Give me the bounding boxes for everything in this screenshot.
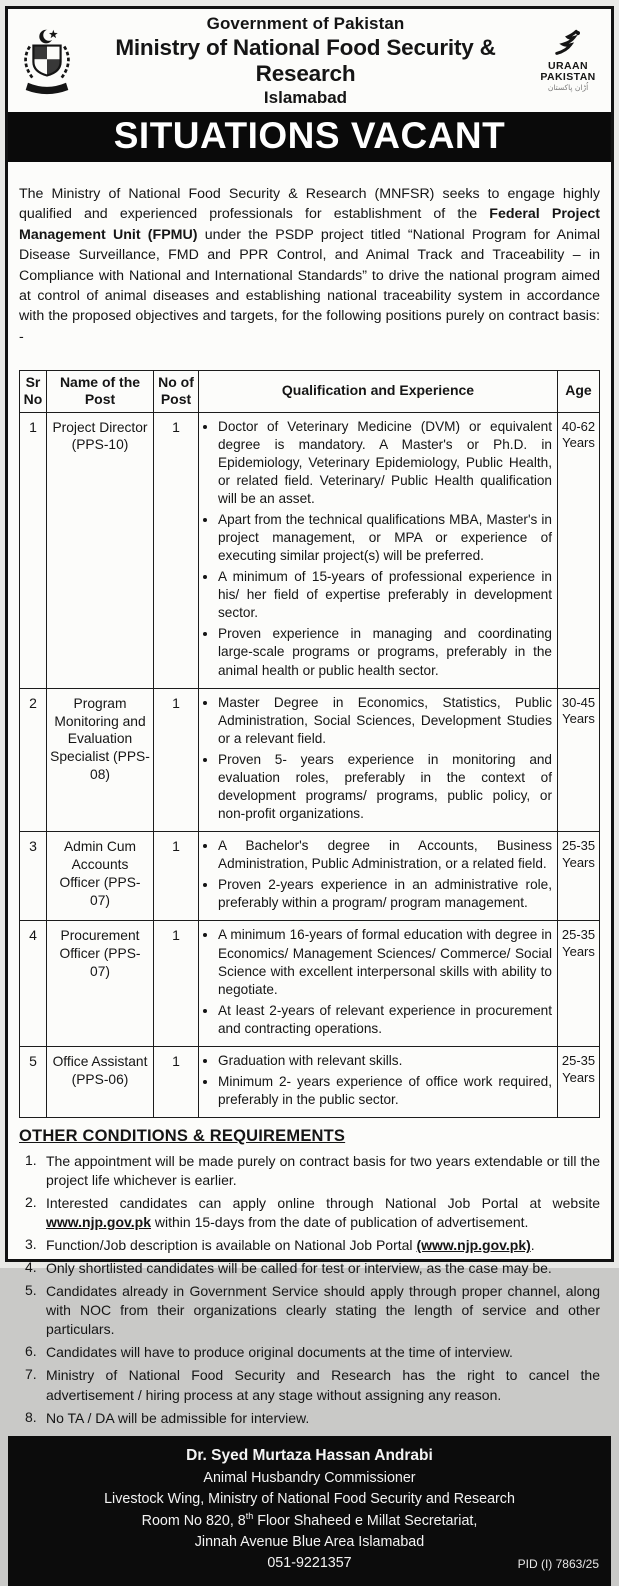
job-advertisement xyxy=(5,6,614,1572)
vacancies-table xyxy=(19,370,600,1119)
row1-bullet: • Doctor of Veterinary Medicine (DVM) or equivalent degree is mandatory. A Master's or Ph.D. in Epidemiology, Veterinary Epidemiology, Public Health, or related field. Veterinary/ Public Health qualification will be an asset. xyxy=(218,418,552,508)
row1-age: 40-62 Years xyxy=(558,412,600,688)
condition-item xyxy=(19,1366,600,1404)
row5-post-count: 1 xyxy=(154,1046,199,1117)
row2-post-name: Program Monitoring and Evaluation Specialist (PPS-08) xyxy=(47,688,154,832)
condition-number: 1. xyxy=(25,1152,37,1169)
intro-part2: under the PSDP project titled “National Program for Animal Disease Surveillance, FMD and PPR Control, and Animal Track and Traceability – in Compliance with National and International Standards” to drive the national program aimed at control of animal diseases and establishing national traceability system in accordance with the proposed objectives and targets, for the following positions purely on contract basis: - xyxy=(19,226,600,345)
row4-sr: 4 xyxy=(20,921,47,1046)
row3-bullet: • Proven 2-years experience in an administrative role, preferably within a program/ program management. xyxy=(218,876,552,912)
row2-qualifications xyxy=(199,688,558,832)
table-row xyxy=(20,921,600,1046)
row2-post-count: 1 xyxy=(154,688,199,832)
row1-qualifications xyxy=(199,412,558,688)
row3-sr: 3 xyxy=(20,832,47,921)
contact-org: Livestock Wing, Ministry of National Food Security and Research xyxy=(104,1490,515,1507)
condition-item xyxy=(19,1236,600,1255)
pid-reference: PID (I) 7863/25 xyxy=(517,1557,599,1572)
advert-header xyxy=(8,9,611,112)
condition-item xyxy=(19,1152,600,1190)
contact-footer xyxy=(8,1436,611,1586)
condition-number: 4. xyxy=(25,1259,37,1276)
row2-bullet: • Proven 5- years experience in monitoring and evaluation roles, preferably in the context of development programs/ programs, public policy, or non-profit organizations. xyxy=(218,751,552,823)
njp-website-link: www.njp.gov.pk xyxy=(46,1214,151,1231)
row1-sr: 1 xyxy=(20,412,47,688)
condition-number: 2. xyxy=(25,1194,37,1211)
row1-bullet: • Apart from the technical qualifications MBA, Master's in project management, or MPA or experience of executing similar project(s) will be preferred. xyxy=(218,511,552,565)
pakistan-state-emblem-icon xyxy=(16,25,78,97)
row4-bullet: • A minimum 16-years of formal education with degree in Economics/ Management Sciences/ Commerce/ Social Science with excellent interpersonal skills with ability to negotiate. xyxy=(218,926,552,998)
intro-part1: The Ministry of National Food Security & Research (MNFSR) seeks to engage highly qualified and experienced professionals for establishment of the xyxy=(19,185,600,223)
contact-title: Animal Husbandry Commissioner xyxy=(203,1469,416,1486)
col-header-sr-no: Sr No xyxy=(20,370,47,412)
condition-item xyxy=(19,1343,600,1362)
table-row xyxy=(20,412,600,688)
row5-bullet: • Graduation with relevant skills. xyxy=(218,1052,552,1070)
row3-qualifications xyxy=(199,832,558,921)
uraan-pakistan-logo xyxy=(533,30,603,92)
contact-name: Dr. Syed Murtaza Hassan Andrabi xyxy=(186,1446,433,1464)
contact-phone: 051-9221357 xyxy=(267,1554,352,1571)
condition-number: 8. xyxy=(25,1408,37,1425)
table-row xyxy=(20,688,600,832)
intro-bold-fpmu: Federal Project Management Unit (FPMU) xyxy=(19,206,600,243)
condition-text: Ministry of National Food Security and Research has the right to cancel the advertisement / hiring process at any stage without assigning any reason. xyxy=(46,1367,600,1403)
row4-post-count: 1 xyxy=(154,921,199,1046)
condition-text: The appointment will be made purely on contract basis for two years extendable or till the project life whichever is earlier. xyxy=(46,1153,600,1189)
other-conditions-heading: OTHER CONDITIONS & REQUIREMENTS xyxy=(19,1127,346,1146)
col-header-qualification: Qualification and Experience xyxy=(199,370,558,412)
table-header-row xyxy=(20,370,600,412)
row2-sr: 2 xyxy=(20,688,47,832)
row3-post-count: 1 xyxy=(154,832,199,921)
col-header-post-name: Name of the Post xyxy=(47,370,154,412)
uraan-bird-icon xyxy=(550,30,586,56)
ministry-name: Ministry of National Food Security & Research xyxy=(115,34,496,86)
condition-text-post: . xyxy=(530,1237,535,1254)
uraan-text-line1: URAAN xyxy=(548,59,588,72)
row1-bullet: • Proven experience in managing and coordinating large-scale programs or programs, preferably in the animal health or public health sector. xyxy=(218,625,552,679)
row1-post-count: 1 xyxy=(154,412,199,688)
condition-text: Only shortlisted candidates will be called for test or interview, as the case may be. xyxy=(46,1260,552,1277)
condition-number: 7. xyxy=(25,1366,37,1383)
condition-text: Candidates will have to produce original documents at the time of interview. xyxy=(46,1344,513,1361)
condition-text-post: within 15-days from the date of publication of advertisement. xyxy=(151,1214,529,1231)
row5-age: 25-35 Years xyxy=(558,1046,600,1117)
table-row xyxy=(20,832,600,921)
table-row xyxy=(20,1046,600,1117)
intro-paragraph xyxy=(8,176,611,354)
njp-website-link: (www.njp.gov.pk) xyxy=(416,1237,531,1254)
condition-item xyxy=(19,1409,600,1428)
other-conditions-section xyxy=(8,1122,611,1435)
ministry-titles xyxy=(84,14,527,108)
condition-text: Candidates already in Government Service should apply through proper channel, along with NOC from their organizations clearly stating the length of service and other particulars. xyxy=(46,1283,600,1338)
row3-bullet: • A Bachelor's degree in Accounts, Business Administration, Public Administration, or a related field. xyxy=(218,837,552,873)
situations-vacant-banner: SITUATIONS VACANT xyxy=(8,112,611,162)
condition-text: Interested candidates can apply online through National Job Portal at website xyxy=(46,1195,600,1212)
row4-age: 25-35 Years xyxy=(558,921,600,1046)
row3-age: 25-35 Years xyxy=(558,832,600,921)
row5-sr: 5 xyxy=(20,1046,47,1117)
contact-room-line: Room No 820, 8th Floor Shaheed e Millat Secretariat, xyxy=(141,1510,478,1529)
condition-text: Function/Job description is available on National Job Portal xyxy=(46,1237,417,1254)
col-header-age: Age xyxy=(558,370,600,412)
contact-address: Jinnah Avenue Blue Area Islamabad xyxy=(194,1533,425,1550)
uraan-urdu-text: اُڑان پاکستان xyxy=(547,82,589,92)
condition-item xyxy=(19,1282,600,1339)
col-header-no-of-post: No of Post xyxy=(154,370,199,412)
condition-number: 6. xyxy=(25,1343,37,1360)
government-line: Government of Pakistan xyxy=(206,14,405,33)
uraan-text-line2: PAKISTAN xyxy=(540,70,596,83)
row1-bullet: • A minimum of 15-years of professional experience in his/ her field of expertise preferably in development sector. xyxy=(218,568,552,622)
condition-text: No TA / DA will be admissible for interview. xyxy=(46,1409,310,1426)
row4-qualifications xyxy=(199,921,558,1046)
row5-qualifications xyxy=(199,1046,558,1117)
row2-bullet: • Master Degree in Economics, Statistics, Public Administration, Social Sciences, Development Studies or a relevant field. xyxy=(218,694,552,748)
row5-bullet: • Minimum 2- years experience of office work required, preferably in the public sector. xyxy=(218,1073,552,1109)
condition-number: 5. xyxy=(25,1282,37,1299)
row3-post-name: Admin Cum Accounts Officer (PPS-07) xyxy=(47,832,154,921)
row4-bullet: • At least 2-years of relevant experience in procurement and contracting operations. xyxy=(218,1002,552,1038)
row4-post-name: Procurement Officer (PPS-07) xyxy=(47,921,154,1046)
row5-post-name: Office Assistant (PPS-06) xyxy=(47,1046,154,1117)
condition-number: 3. xyxy=(25,1236,37,1253)
city-line: Islamabad xyxy=(263,87,348,107)
condition-item xyxy=(19,1194,600,1232)
row2-age: 30-45 Years xyxy=(558,688,600,832)
row1-post-name: Project Director (PPS-10) xyxy=(47,412,154,688)
condition-item xyxy=(19,1259,600,1278)
